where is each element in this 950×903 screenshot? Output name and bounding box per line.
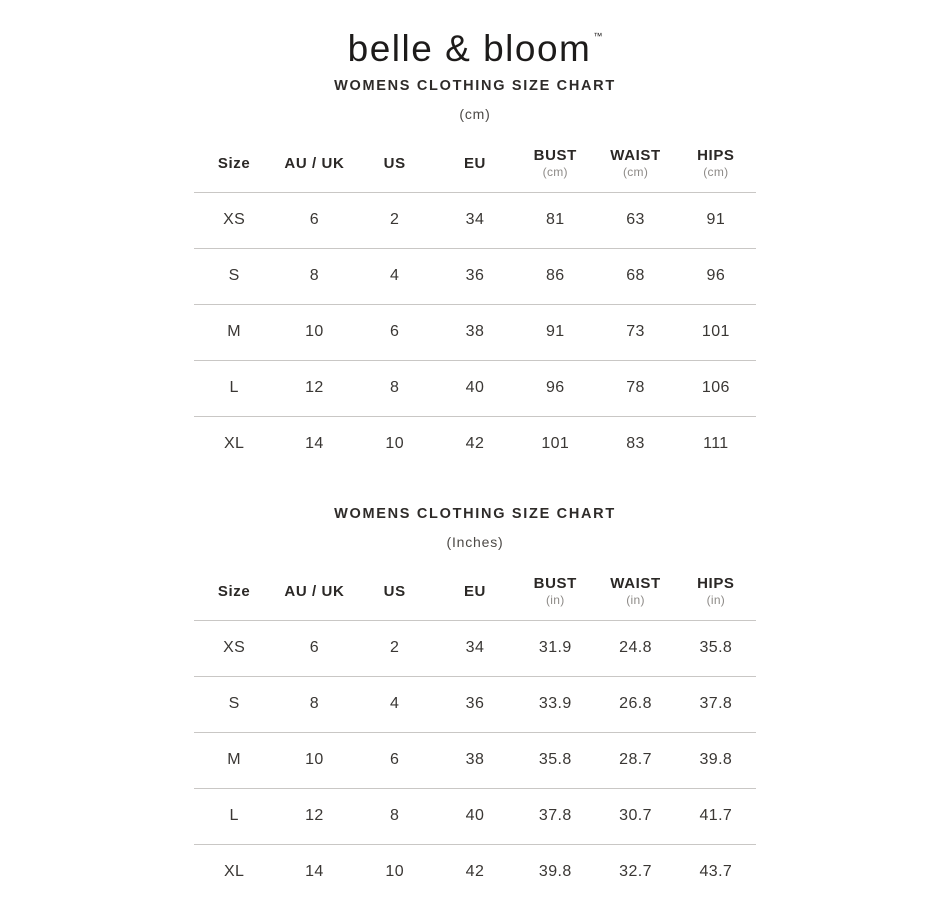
column-header-us: [355, 135, 435, 192]
measurement-cell: 81: [515, 192, 595, 248]
column-header-unit: (cm): [622, 165, 649, 180]
column-header-auuk: [274, 563, 354, 620]
table-row-s: [194, 248, 756, 304]
measurement-cell: 36: [435, 676, 515, 732]
measurement-cell: 38: [435, 304, 515, 360]
size-table-cm: [194, 135, 756, 472]
column-header-unit: (in): [545, 593, 565, 608]
size-table-inches-body: [194, 620, 756, 900]
column-header-size: [194, 135, 274, 192]
measurement-cell: 43.7: [699, 863, 733, 881]
measurement-cell: 12: [274, 360, 354, 416]
measurement-cell: 14: [305, 435, 324, 453]
measurement-cell: 73: [595, 304, 675, 360]
table-row-s: [194, 676, 756, 732]
size-chart-section-cm: [0, 78, 950, 472]
measurement-cell: 14: [305, 863, 324, 881]
measurement-cell: 10: [385, 435, 404, 453]
column-header-label: US: [383, 154, 406, 172]
measurement-cell: 32.7: [619, 863, 652, 881]
measurement-cell: 41.7: [676, 788, 756, 844]
column-header-label: AU / UK: [284, 582, 345, 600]
brand-name: belle & bloom: [347, 28, 592, 69]
column-header-unit: (in): [706, 593, 726, 608]
size-table-inches: [194, 563, 756, 900]
column-header-label: WAIST: [610, 575, 661, 593]
measurement-cell: 8: [274, 676, 354, 732]
measurement-cell: 40: [435, 788, 515, 844]
measurement-cell: 96: [515, 360, 595, 416]
measurement-cell: 37.8: [676, 676, 756, 732]
brand-header: [0, 14, 950, 71]
measurement-cell: 36: [435, 248, 515, 304]
measurement-cell: 10: [274, 732, 354, 788]
column-header-eu: [435, 563, 515, 620]
column-header-label: HIPS: [697, 147, 735, 165]
measurement-cell: 39.8: [538, 863, 572, 881]
measurement-cell: 26.8: [595, 676, 675, 732]
size-table-cm-head: [194, 135, 756, 192]
measurement-cell: 2: [355, 192, 435, 248]
measurement-cell: 68: [595, 248, 675, 304]
measurement-cell: 106: [676, 360, 756, 416]
measurement-cell: 39.8: [676, 732, 756, 788]
table-row-xs: [194, 620, 756, 676]
column-header-bust: [515, 135, 595, 192]
measurement-cell: 24.8: [595, 620, 675, 676]
measurement-cell: 28.7: [595, 732, 675, 788]
measurement-cell: 42: [465, 435, 485, 453]
measurement-cell: 86: [515, 248, 595, 304]
measurement-cell: 8: [355, 788, 435, 844]
measurement-cell: 4: [355, 676, 435, 732]
column-header-size: [194, 563, 274, 620]
measurement-cell: 6: [355, 304, 435, 360]
measurement-cell: 4: [355, 248, 435, 304]
column-header-unit: (cm): [703, 165, 729, 180]
column-header-label: BUST: [533, 147, 577, 165]
size-label-cell: M: [194, 732, 274, 788]
measurement-cell: 91: [676, 192, 756, 248]
measurement-cell: 6: [274, 620, 354, 676]
measurement-cell: 34: [435, 620, 515, 676]
column-header-label: WAIST: [610, 147, 661, 165]
table-header-row: [194, 135, 756, 192]
size-label-cell: L: [194, 788, 274, 844]
measurement-cell: 2: [355, 620, 435, 676]
measurement-cell: 6: [355, 732, 435, 788]
column-header-bust: [515, 563, 595, 620]
column-header-label: BUST: [533, 575, 577, 593]
measurement-cell: 8: [355, 360, 435, 416]
measurement-cell: 40: [435, 360, 515, 416]
column-header-label: Size: [217, 154, 251, 172]
table-row-xs: [194, 192, 756, 248]
column-header-eu: [435, 135, 515, 192]
column-header-hips: [676, 563, 756, 620]
measurement-cell: 31.9: [515, 620, 595, 676]
measurement-cell: 111: [703, 435, 729, 453]
measurement-cell: 10: [274, 304, 354, 360]
size-table-inches-head: [194, 563, 756, 620]
size-label-cell: S: [194, 248, 274, 304]
size-label-cell: XL: [223, 435, 245, 453]
column-header-label: AU / UK: [284, 154, 345, 172]
brand-logo: [0, 14, 950, 71]
column-header-label: US: [383, 582, 406, 600]
measurement-cell: 30.7: [595, 788, 675, 844]
column-header-us: [355, 563, 435, 620]
size-label-cell: XS: [194, 620, 274, 676]
size-label-cell: XS: [194, 192, 274, 248]
table-row-m: [194, 304, 756, 360]
column-header-label: Size: [217, 582, 251, 600]
table-row-m: [194, 732, 756, 788]
size-chart-section-inches: [0, 506, 950, 900]
section-unit-cm: (cm): [459, 106, 491, 122]
measurement-cell: 63: [595, 192, 675, 248]
column-header-hips: [676, 135, 756, 192]
measurement-cell: 35.8: [515, 732, 595, 788]
table-row-xl: [194, 844, 756, 900]
size-label-cell: M: [194, 304, 274, 360]
column-header-unit: (cm): [542, 165, 568, 180]
column-header-waist: [595, 563, 675, 620]
table-header-row: [194, 563, 756, 620]
measurement-cell: 96: [676, 248, 756, 304]
measurement-cell: 33.9: [515, 676, 595, 732]
measurement-cell: 101: [676, 304, 756, 360]
column-header-unit: (in): [626, 593, 645, 608]
measurement-cell: 78: [595, 360, 675, 416]
section-title-inches: WOMENS CLOTHING SIZE CHART: [334, 506, 616, 522]
measurement-cell: 12: [274, 788, 354, 844]
measurement-cell: 38: [435, 732, 515, 788]
measurement-cell: 37.8: [515, 788, 595, 844]
size-label-cell: XL: [223, 863, 245, 881]
section-title-cm: WOMENS CLOTHING SIZE CHART: [334, 78, 616, 94]
measurement-cell: 34: [435, 192, 515, 248]
size-table-cm-body: [194, 192, 756, 472]
column-header-label: HIPS: [697, 575, 735, 593]
measurement-cell: 83: [626, 435, 645, 453]
measurement-cell: 8: [274, 248, 354, 304]
column-header-label: EU: [463, 154, 486, 172]
measurement-cell: 101: [541, 435, 570, 453]
measurement-cell: 6: [274, 192, 354, 248]
measurement-cell: 91: [515, 304, 595, 360]
size-label-cell: L: [194, 360, 274, 416]
table-row-l: [194, 788, 756, 844]
column-header-auuk: [274, 135, 354, 192]
table-row-l: [194, 360, 756, 416]
column-header-waist: [595, 135, 675, 192]
section-unit-inches: (Inches): [446, 534, 504, 550]
table-row-xl: [194, 416, 756, 472]
measurement-cell: 42: [465, 863, 485, 881]
measurement-cell: 35.8: [676, 620, 756, 676]
trademark-symbol: ™: [593, 31, 603, 41]
column-header-label: EU: [463, 582, 486, 600]
measurement-cell: 10: [385, 863, 404, 881]
size-label-cell: S: [194, 676, 274, 732]
